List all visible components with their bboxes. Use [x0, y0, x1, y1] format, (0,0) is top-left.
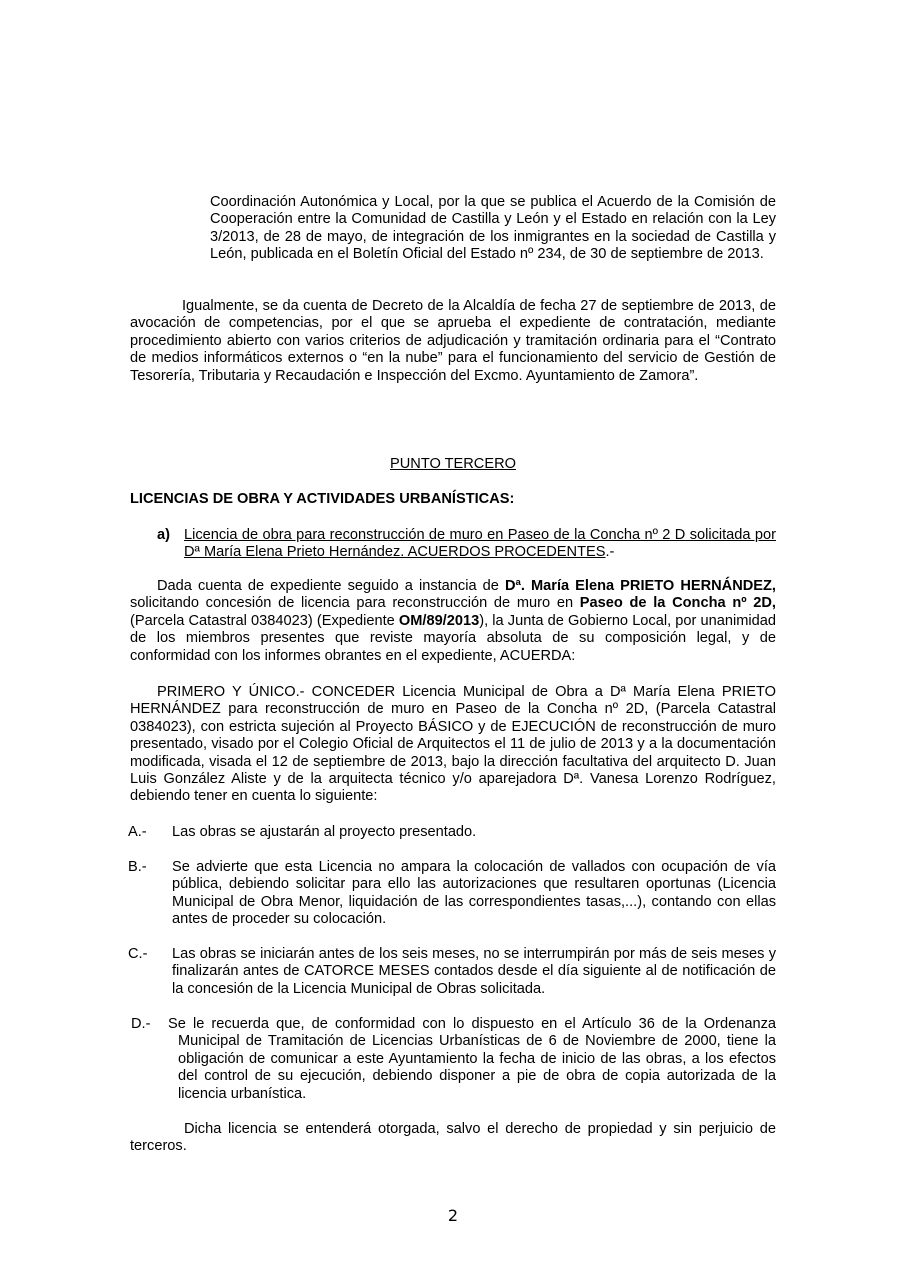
condition-a-label: A.- [128, 824, 147, 840]
condition-d-label: D.- [131, 1016, 151, 1032]
condition-d-text [168, 1016, 776, 1103]
dada-paragraph [130, 578, 776, 665]
condition-b-label: B.- [128, 859, 147, 875]
item-a-suffix: .- [605, 544, 615, 561]
dada-text-1: Dada cuenta de expediente seguido a instancia de [157, 578, 505, 594]
section-heading: LICENCIAS DE OBRA Y ACTIVIDADES URBANÍSTICAS: [130, 491, 515, 507]
item-a-label: a) [157, 527, 170, 543]
condition-c-text: Las obras se iniciarán antes de los seis meses, no se interrumpirán por más de seis meses y finalizarán antes de CATORCE MESES contados desde el día siguiente al de notificación de la concesión de la Licencia Municipal de Obras solicitada. [172, 946, 776, 997]
dada-address: Paseo de la Concha nº 2D, [579, 595, 776, 612]
item-a-text [184, 527, 776, 562]
dada-text-4: ), la Junta de Gobierno Local, por unanimidad de los miembros presentes que reviste mayoría absoluta de su composición legal, y de conformidad con los informes obrantes en el expediente, ACUERDA: [130, 612, 776, 664]
condition-c-label: C.- [128, 946, 148, 962]
dicha-paragraph: Dicha licencia se entenderá otorgada, salvo el derecho de propiedad y sin perjuicio de terceros. [130, 1121, 776, 1155]
condition-d-body: Se le recuerda que, de conformidad con lo dispuesto en el Artículo 36 de la Ordenanza Municipal de Tramitación de Licencias Urbanísticas de 6 de Noviembre de 2000, tiene la obligación de comunicar a este Ayuntamiento la fecha de inicio de las obras, a los efectos del control de su ejecución, debiendo disponer a pie de obra de copia autorizada de la licencia urbanística. [168, 1016, 776, 1102]
page-number: 2 [447, 1206, 459, 1225]
item-a-title: Licencia de obra para reconstrucción de muro en Paseo de la Concha nº 2 D solicitada por Dª María Elena Prieto Hernández. ACUERDOS PROCEDENTES [184, 527, 776, 561]
punto-title: PUNTO TERCERO [390, 456, 516, 472]
condition-b-text: Se advierte que esta Licencia no ampara la colocación de vallados con ocupación de vía pública, debiendo solicitar para ello las autorizaciones que resultaren oportunas (Licencia Municipal de Obra Menor, liquidación de las correspondientes tasas,...), contando con ellas antes de proceder su colocación. [172, 859, 776, 928]
dada-applicant: Dª. María Elena PRIETO HERNÁNDEZ, [504, 578, 776, 594]
igualmente-paragraph: Igualmente, se da cuenta de Decreto de la Alcaldía de fecha 27 de septiembre de 2013, de avocación de competencias, por el que se aprueba el expediente de contratación, mediante procedimiento abierto con varios criterios de adjudicación y tramitación ordinaria para el “Contrato de medios informáticos externos o “en la nube” para el funcionamiento del servicio de Gestión de Tesorería, Tributaria y Recaudación e Inspección del Excmo. Ayuntamiento de Zamora”. [130, 298, 776, 384]
condition-a-text: Las obras se ajustarán al proyecto presentado. [172, 824, 477, 840]
dada-text-3: (Parcela Catastral 0384023) (Expediente [130, 612, 399, 629]
dada-text-2: solicitando concesión de licencia para reconstrucción de muro en [130, 595, 580, 612]
primero-paragraph: PRIMERO Y ÚNICO.- CONCEDER Licencia Municipal de Obra a Dª María Elena PRIETO HERNÁNDEZ para reconstrucción de muro en Paseo de la Concha nº 2D, (Parcela Catastral 0384023), con estricta sujeción al Proyecto BÁSICO y de EJECUCIÓN de reconstrucción de muro presentado, visado por el Colegio Oficial de Arquitectos el 11 de julio de 2013 y a la documentación modificada, visada el 12 de septiembre de 2013, bajo la dirección facultativa del arquitecto D. Juan Luis González Aliste y de la arquitecta técnico y/o aparejadora Dª. Vanesa Lorenzo Rodríguez, debiendo tener en cuenta lo siguiente: [130, 684, 776, 805]
dada-expediente: OM/89/2013 [398, 612, 480, 629]
intro-paragraph: Coordinación Autonómica y Local, por la que se publica el Acuerdo de la Comisión de Cooperación entre la Comunidad de Castilla y León y el Estado en relación con la Ley 3/2013, de 28 de mayo, de integración de los inmigrantes en la sociedad de Castilla y León, publicada en el Boletín Oficial del Estado nº 234, de 30 de septiembre de 2013. [210, 194, 776, 263]
